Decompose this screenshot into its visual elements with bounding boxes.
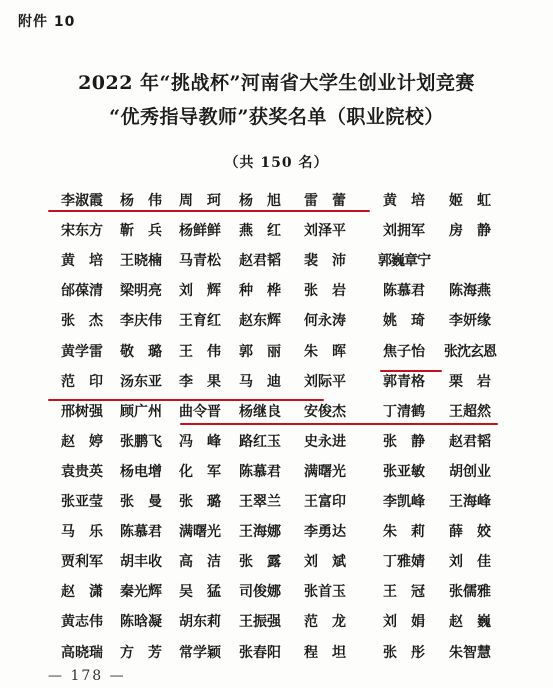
name-row xyxy=(0,220,553,240)
name-row xyxy=(0,310,553,330)
teacher-name: 张 岩 xyxy=(304,283,346,300)
teacher-name: 丁清鹤 xyxy=(383,403,425,420)
teacher-name: 赵东辉 xyxy=(239,313,281,330)
teacher-name: 邰葆清 xyxy=(61,283,103,300)
teacher-name: 杨 旭 xyxy=(239,193,281,209)
teacher-name: 黄志伟 xyxy=(61,614,103,631)
name-row xyxy=(0,250,553,270)
teacher-name: 高晓瑞 xyxy=(61,644,103,661)
teacher-name: 刘 佳 xyxy=(449,554,491,571)
teacher-name: 汤东亚 xyxy=(120,373,162,390)
teacher-name: 周 珂 xyxy=(179,193,221,209)
teacher-name: 郭巍章宁 xyxy=(378,253,430,270)
teacher-name: 安俊杰 xyxy=(304,403,346,420)
teacher-name: 陈慕君 xyxy=(120,524,162,541)
teacher-name: 梁明亮 xyxy=(120,283,162,300)
name-row xyxy=(0,461,553,481)
teacher-name: 顾广州 xyxy=(120,403,162,420)
total-count: （共 150 名） xyxy=(224,155,329,171)
teacher-name: 刘 娟 xyxy=(383,614,425,631)
teacher-name: 王育红 xyxy=(179,313,221,330)
teacher-name: 李庆伟 xyxy=(120,313,162,330)
teacher-name: 雷 蕾 xyxy=(304,193,346,209)
teacher-name: 杨 伟 xyxy=(120,193,162,209)
red-underline-mark xyxy=(48,399,324,401)
teacher-name: 方 芳 xyxy=(120,644,162,661)
name-row xyxy=(0,551,553,571)
teacher-name: 贾利军 xyxy=(61,554,103,571)
teacher-name: 宋东方 xyxy=(61,223,103,240)
teacher-name: 张春阳 xyxy=(239,644,281,661)
teacher-name: 范 印 xyxy=(61,373,103,390)
teacher-name: 王海峰 xyxy=(449,494,491,510)
teacher-name: 李 果 xyxy=(179,373,221,390)
teacher-name: 胡丰收 xyxy=(120,554,162,571)
teacher-name: 张 曼 xyxy=(120,494,162,510)
teacher-name: 刘拥军 xyxy=(383,223,425,240)
name-row xyxy=(0,521,553,541)
teacher-name: 郭 丽 xyxy=(239,343,281,360)
teacher-name: 高 洁 xyxy=(179,554,221,571)
teacher-name: 焦子怡 xyxy=(383,343,425,360)
teacher-name: 杨继良 xyxy=(239,403,281,420)
teacher-name: 薛 姣 xyxy=(449,524,491,541)
red-underline-mark xyxy=(380,370,442,372)
teacher-name: 陈晗凝 xyxy=(120,614,162,631)
name-row xyxy=(0,611,553,631)
teacher-name: 胡东莉 xyxy=(179,614,221,631)
teacher-name: 何永涛 xyxy=(304,313,346,330)
teacher-name: 李淑霞 xyxy=(61,193,103,209)
teacher-name: 赵君韬 xyxy=(239,253,281,270)
teacher-name: 李妍缘 xyxy=(449,313,491,330)
teacher-name: 张亚敏 xyxy=(383,463,425,480)
teacher-name: 常学颖 xyxy=(179,644,221,661)
teacher-name: 张首玉 xyxy=(304,584,346,601)
teacher-name: 秦光辉 xyxy=(120,584,162,601)
teacher-name: 朱 莉 xyxy=(383,524,425,541)
teacher-name: 袁贵英 xyxy=(61,463,103,480)
document-title-line-2: “优秀指导教师”获奖名单（职业院校） xyxy=(109,106,444,128)
name-row xyxy=(0,341,553,361)
teacher-name: 王富印 xyxy=(304,494,346,510)
teacher-name: 杨鲜鲜 xyxy=(179,223,221,240)
name-row xyxy=(0,190,553,210)
teacher-name: 胡创业 xyxy=(449,463,491,480)
teacher-name: 燕 红 xyxy=(239,223,281,240)
teacher-name: 赵 巍 xyxy=(449,614,491,631)
teacher-name: 王 冠 xyxy=(383,584,425,601)
teacher-name: 房 静 xyxy=(449,223,491,240)
name-row xyxy=(0,371,553,391)
teacher-name: 王超然 xyxy=(449,403,491,420)
teacher-name: 刘际平 xyxy=(304,373,346,390)
teacher-name: 姚 琦 xyxy=(383,313,425,330)
teacher-name: 靳 兵 xyxy=(120,223,162,240)
teacher-name: 刘 辉 xyxy=(179,283,221,300)
teacher-name: 范 龙 xyxy=(304,614,346,631)
teacher-name: 马 乐 xyxy=(61,524,103,541)
name-row xyxy=(0,401,553,421)
teacher-name: 冯 峰 xyxy=(179,433,221,450)
teacher-name: 张鹏飞 xyxy=(120,433,162,450)
teacher-name: 张 露 xyxy=(239,554,281,571)
teacher-name: 马 迪 xyxy=(239,373,281,390)
teacher-name: 李凯峰 xyxy=(383,494,425,510)
teacher-name: 张沈玄恩 xyxy=(444,343,496,360)
teacher-name: 杨电增 xyxy=(120,463,162,480)
teacher-name: 刘 斌 xyxy=(304,554,346,571)
teacher-name: 王 伟 xyxy=(179,343,221,360)
teacher-name: 张 璐 xyxy=(179,494,221,510)
teacher-name: 陈慕君 xyxy=(383,283,425,300)
name-row xyxy=(0,491,553,511)
red-underline-mark xyxy=(180,423,498,425)
teacher-name: 王振强 xyxy=(239,614,281,631)
page-number: — 178 — xyxy=(48,668,126,684)
attachment-label: 附件 10 xyxy=(18,14,76,30)
teacher-name: 曲令晋 xyxy=(179,403,221,420)
name-row xyxy=(0,642,553,662)
teacher-name: 程 坦 xyxy=(304,644,346,661)
teacher-name: 王海娜 xyxy=(239,524,281,541)
teacher-name: 陈慕君 xyxy=(239,463,281,480)
teacher-name: 郭青格 xyxy=(383,373,425,390)
teacher-name: 陈海燕 xyxy=(449,283,491,300)
teacher-name: 种 桦 xyxy=(239,283,281,300)
teacher-name: 路红玉 xyxy=(239,433,281,450)
teacher-name: 李勇达 xyxy=(304,524,346,541)
red-underline-mark xyxy=(48,210,370,212)
teacher-name: 敬 璐 xyxy=(120,343,162,360)
teacher-name: 满曙光 xyxy=(179,524,221,541)
teacher-name: 王翠兰 xyxy=(239,494,281,510)
teacher-name: 王晓楠 xyxy=(120,253,162,270)
name-row xyxy=(0,280,553,300)
document-title-line-1: 2022 年“挑战杯”河南省大学生创业计划竞赛 xyxy=(78,72,475,94)
teacher-name: 黄 培 xyxy=(61,253,103,270)
teacher-name: 张亚莹 xyxy=(61,494,103,510)
teacher-name: 栗 岩 xyxy=(449,373,491,390)
teacher-name: 张 杰 xyxy=(61,313,103,330)
teacher-name: 裴 沛 xyxy=(304,253,346,270)
name-row xyxy=(0,431,553,451)
teacher-name: 朱智慧 xyxy=(449,644,491,661)
teacher-name: 丁雅婧 xyxy=(383,554,425,571)
teacher-name: 赵 婷 xyxy=(61,433,103,450)
teacher-name: 张 彤 xyxy=(383,644,425,661)
teacher-name: 赵 潇 xyxy=(61,584,103,601)
teacher-name: 化 军 xyxy=(179,463,221,480)
teacher-name: 司俊娜 xyxy=(239,584,281,601)
teacher-name: 姬 虹 xyxy=(449,193,491,209)
teacher-name: 朱 晖 xyxy=(304,343,346,360)
teacher-name: 邢树强 xyxy=(61,403,103,420)
teacher-name: 吴 猛 xyxy=(179,584,221,601)
teacher-name: 史永进 xyxy=(304,433,346,450)
teacher-name: 赵君韬 xyxy=(449,433,491,450)
teacher-name: 黄 培 xyxy=(383,193,425,209)
teacher-name: 满曙光 xyxy=(304,463,346,480)
teacher-name: 张 静 xyxy=(383,433,425,450)
teacher-name: 张儒雅 xyxy=(449,584,491,601)
teacher-name: 黄学雷 xyxy=(61,343,103,360)
teacher-name: 刘泽平 xyxy=(304,223,346,240)
teacher-name: 马青松 xyxy=(179,253,221,270)
name-row xyxy=(0,581,553,601)
